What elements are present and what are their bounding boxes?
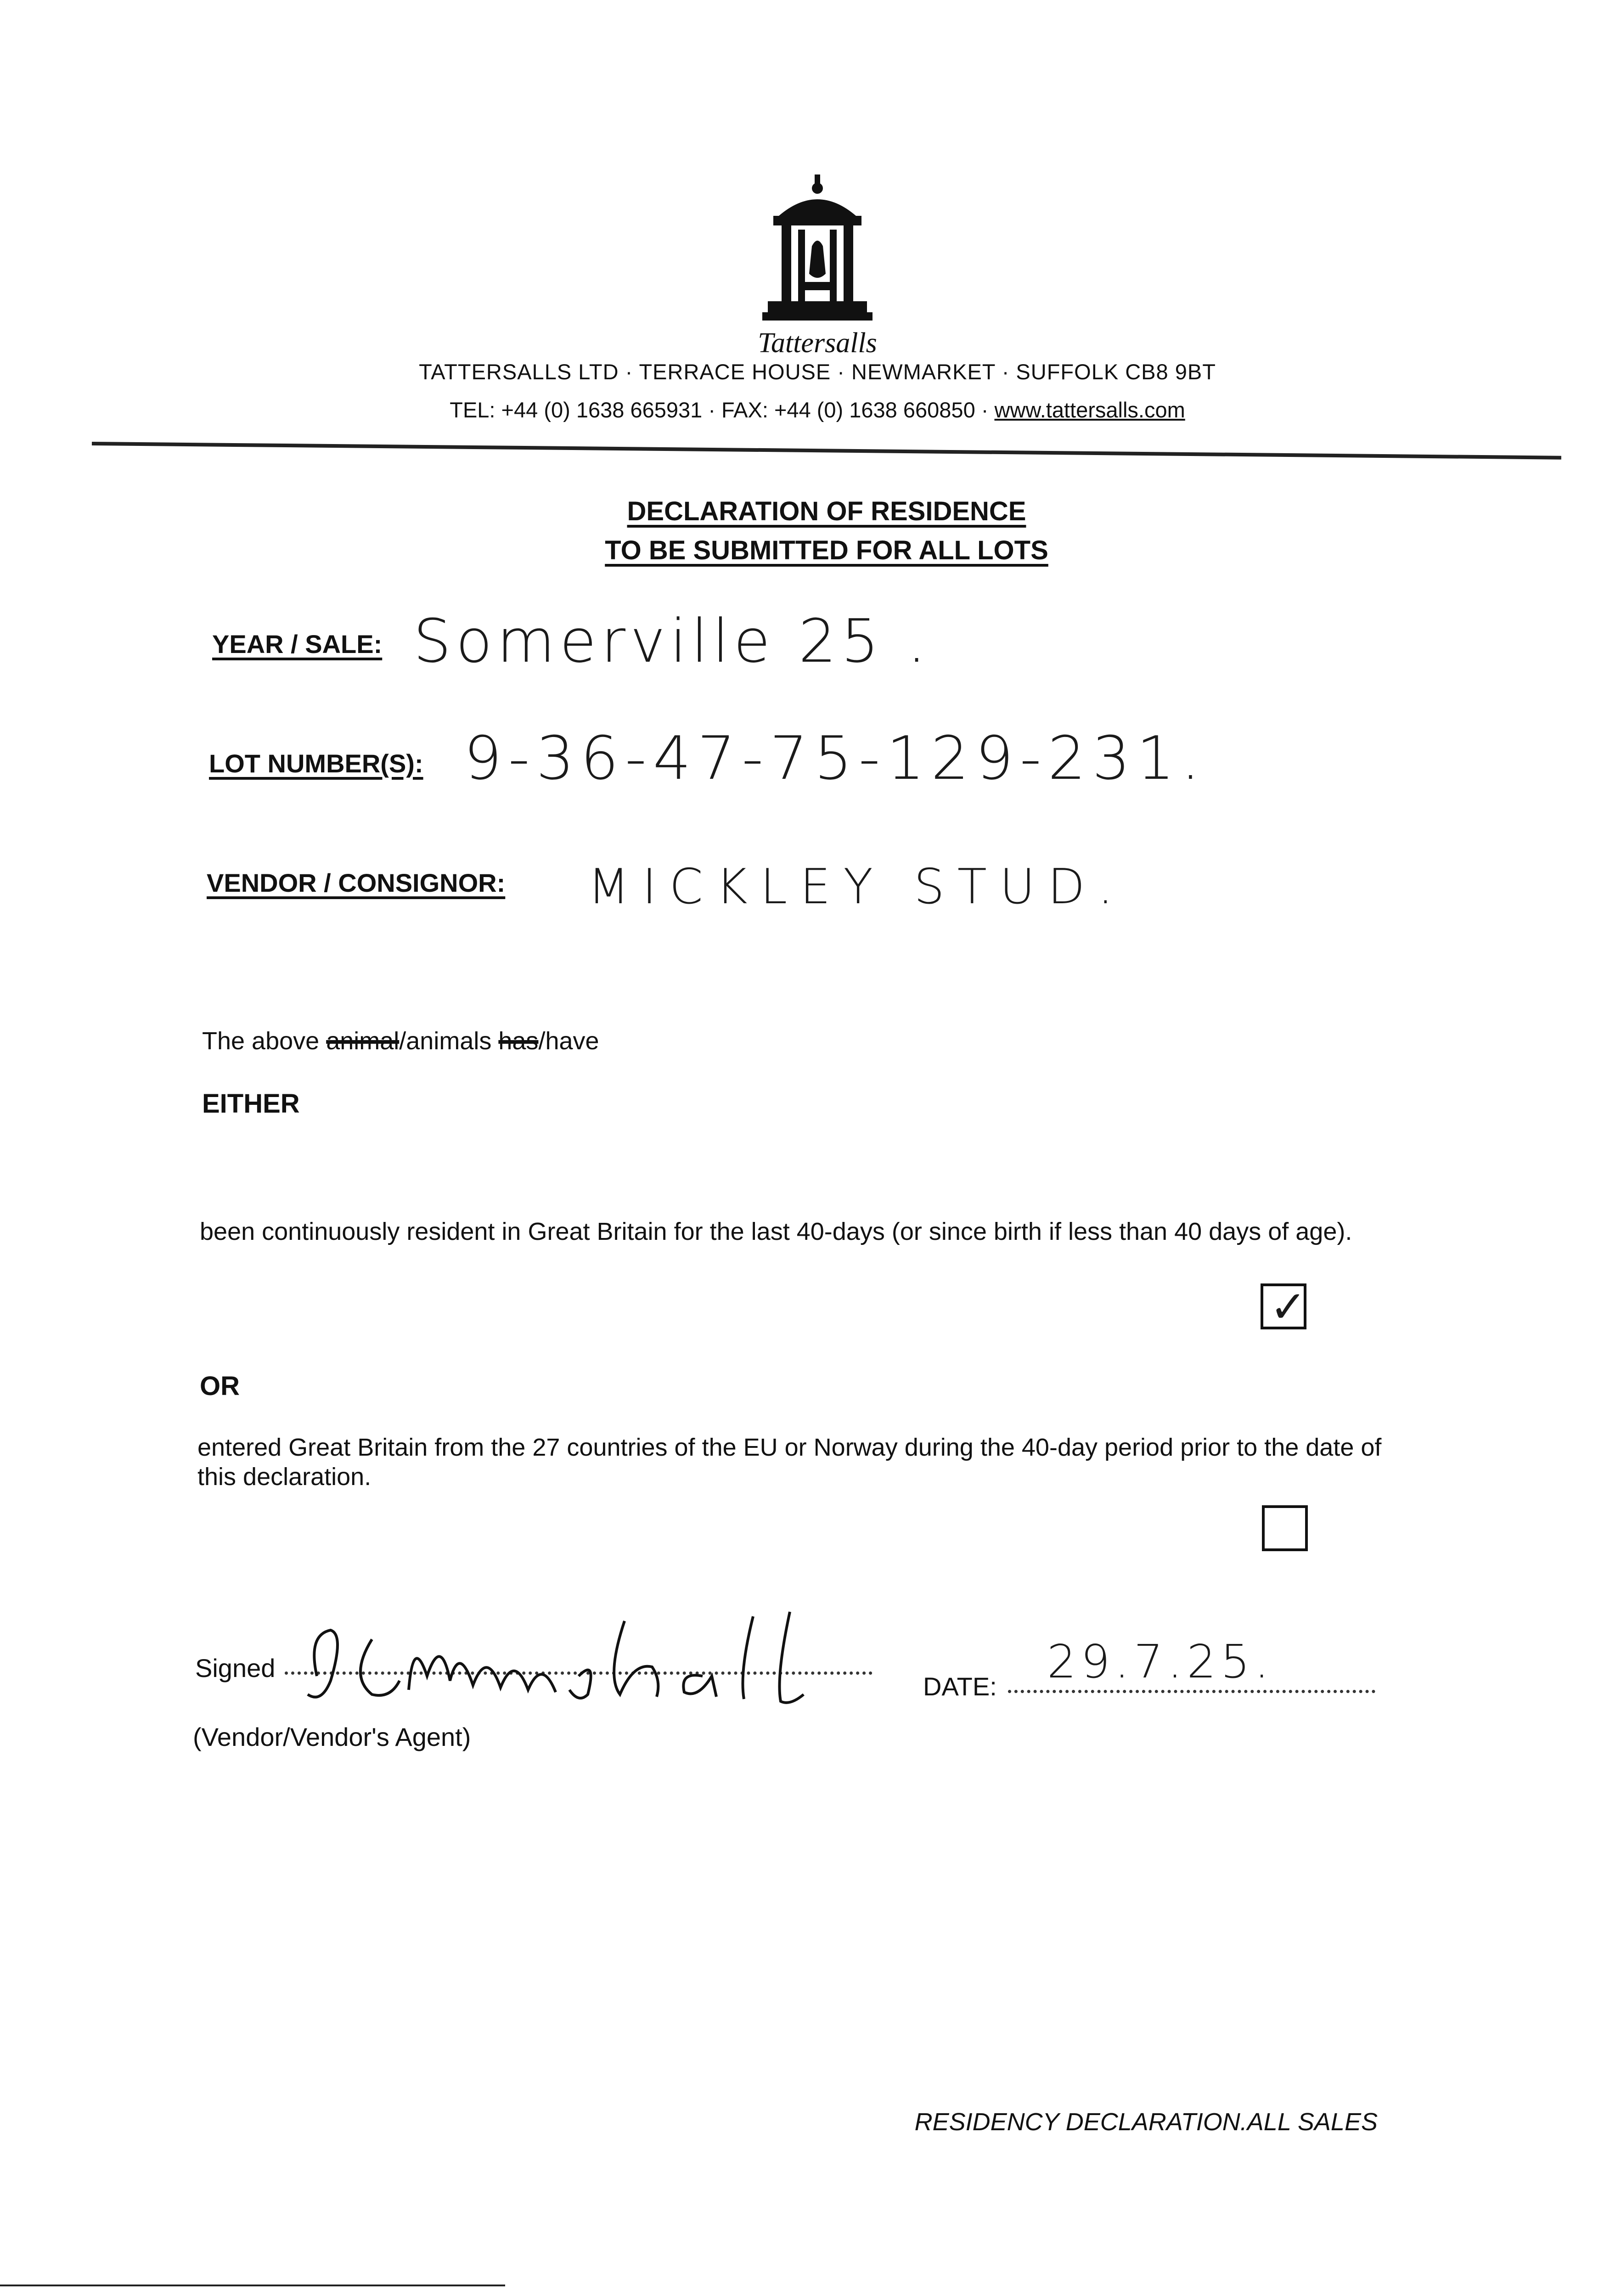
footer-reference: RESIDENCY DECLARATION.ALL SALES [914,2108,1378,2136]
tattersalls-logo-icon [749,174,886,326]
form-title: DECLARATION OF RESIDENCE [627,496,1026,526]
lot-numbers-label: LOT NUMBER(S): [209,749,423,778]
vendor-label: VENDOR / CONSIGNOR: [207,868,506,897]
vendor-value[interactable]: MICKLEY STUD. [588,859,1126,915]
header-divider [92,442,1561,460]
contact-numbers: TEL: +44 (0) 1638 665931 · FAX: +44 (0) 1638 660850 · [450,398,995,422]
intro-struck-has: has [498,1027,539,1055]
date-value[interactable]: 29.7.25. [1047,1635,1274,1688]
intro-prefix: The above [202,1027,327,1055]
bottom-edge-rule [0,2285,505,2286]
intro-struck-animal: animal [326,1027,400,1055]
option1-text: been continuously resident in Great Britain for the last 40-days (or since birth if less than 40 days of age). [200,1218,1352,1245]
lot-numbers-value[interactable]: 9-36-47-75-129-231. [464,723,1207,793]
signature-scribble-icon [303,1607,854,1713]
intro-suffix: /have [538,1027,599,1055]
company-address: TATTERSALLS LTD · TERRACE HOUSE · NEWMARKET · SUFFOLK CB8 9BT [419,360,1216,384]
brand-name: Tattersalls [758,327,877,359]
signed-label: Signed [195,1654,276,1683]
website-link[interactable]: www.tattersalls.com [994,398,1185,422]
form-subtitle: TO BE SUBMITTED FOR ALL LOTS [605,535,1048,565]
company-contact [321,397,1313,422]
year-sale-label: YEAR / SALE: [212,630,383,658]
vendor-agent-note: (Vendor/Vendor's Agent) [193,1722,471,1751]
or-heading: OR [200,1371,240,1401]
option2-checkbox[interactable] [1262,1505,1308,1551]
option2-text: entered Great Britain from the 27 countries of the EU or Norway during the 40-day period prior to the date of this declaration. [197,1434,1382,1491]
either-heading: EITHER [202,1089,300,1119]
intro-middle: /animals [399,1027,499,1055]
statement-intro [202,1026,599,1056]
date-line[interactable] [1008,1690,1375,1693]
checkmark-icon: ✓ [1270,1281,1307,1333]
date-label: DATE: [923,1672,997,1701]
year-sale-value[interactable]: Somerville 25 . [413,606,931,676]
